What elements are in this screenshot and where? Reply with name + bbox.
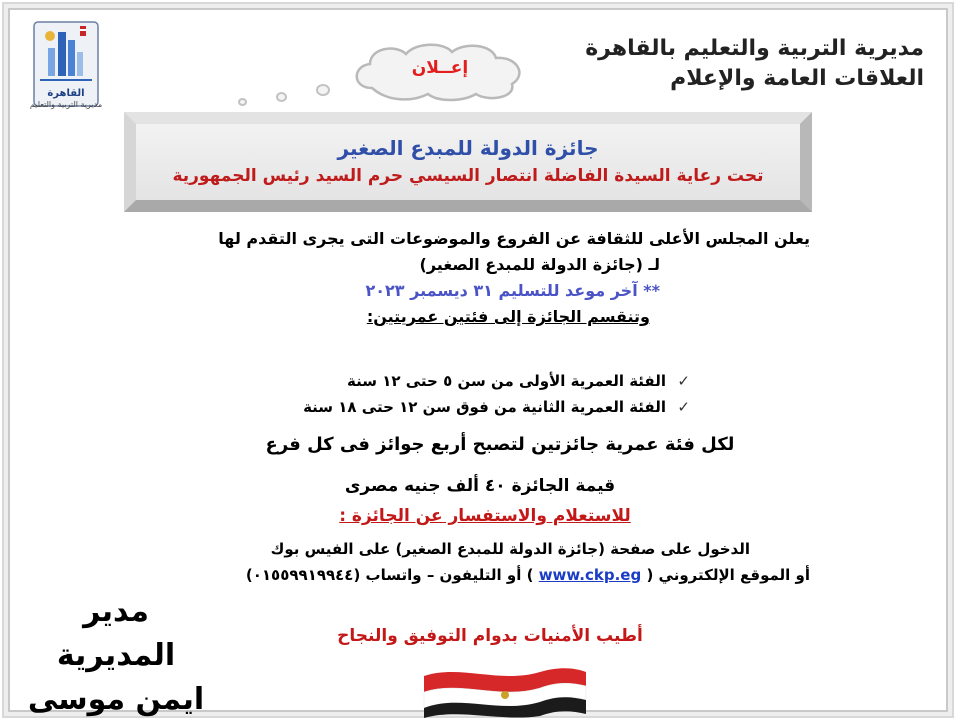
director-title: مدير المديرية [56,594,176,673]
cloud-bubble [316,84,330,96]
closing-wishes: أطيب الأمنيات بدوام التوفيق والنجاح [337,626,643,646]
logo-caption: مديرية التربية والتعليم [29,100,103,109]
intro-line-1: يعلن المجلس الأعلى للثقافة عن الفروع والموضوعات التى يجرى التقدم لها [218,229,810,248]
banner-title: جائزة الدولة للمبدع الصغير [337,136,599,160]
title-banner [124,112,812,212]
prizes-text: لكل فئة عمرية جائزتين لتصبح أربع جوائز فى كل فرع [265,434,735,455]
checkmark-icon: ✓ [677,398,690,416]
logo-text: القاهرة [47,88,85,99]
category-item: الفئة العمرية الأولى من سن ٥ حتى ١٢ سنة [347,372,666,390]
contact-line-1: الدخول على صفحة (جائزة الدولة للمبدع الصغير) على الفيس بوك [270,540,750,558]
director-signature [26,590,206,722]
deadline-text: ** آخر موعد للتسليم ٣١ ديسمبر ٢٠٢٣ [365,281,660,300]
categories-heading: وتنقسم الجائزة إلى فئتين عمريتين: [366,307,650,326]
director-name: ايمن موسى [27,682,205,717]
egypt-flag-icon [420,662,590,718]
intro-line-2: لـ (جائزة الدولة للمبدع الصغير) [419,255,660,274]
list-item [303,368,690,394]
website-link[interactable]: www.ckp.eg [538,566,642,584]
contact-line-2-prefix: أو الموقع الإلكتروني ( [646,566,810,584]
contact-line-2-suffix: ) أو التليفون – واتساب (٠١٥٥٩٩١٩٩٤٤) [245,566,534,584]
inquiry-heading: للاستعلام والاستفسار عن الجائزة : [339,506,631,526]
organization-header [585,34,924,94]
category-item: الفئة العمرية الثانية من فوق سن ١٢ حتى ١٨ سنة [303,398,666,416]
banner-subtitle: تحت رعاية السيدة الفاضلة انتصار السيسي حرم السيد رئيس الجمهورية [172,166,764,186]
directorate-logo [30,18,102,110]
checkmark-icon: ✓ [677,372,690,390]
list-item [303,394,690,420]
announcement-body [150,226,810,330]
contact-info [130,536,810,588]
announcement-label: إعــلان [411,58,469,78]
cloud-bubble [238,98,247,106]
category-list [303,368,690,420]
org-line-1: مديرية التربية والتعليم بالقاهرة [585,36,924,61]
cloud-bubble [276,92,287,102]
contact-line-2 [130,562,810,588]
prize-value: قيمة الجائزة ٤٠ ألف جنيه مصرى [344,476,616,496]
org-line-2: العلاقات العامة والإعلام [670,66,924,91]
